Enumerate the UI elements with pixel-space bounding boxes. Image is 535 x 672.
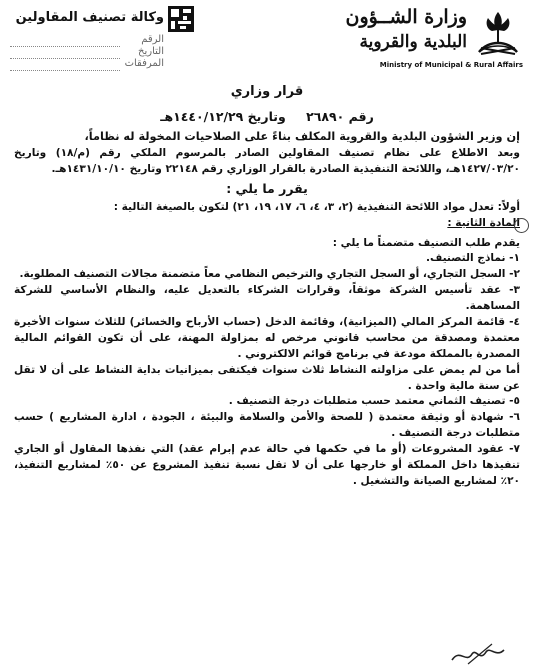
ministry-english-name: Ministry of Municipal & Rural Affairs (379, 61, 523, 69)
list-item: ١- نماذج التصنيف. (425, 252, 520, 265)
decision-number: رقم ٢٦٨٩٠ (306, 108, 374, 124)
list-item: ٥- تصنيف الثماني معتمد حسب متطلبات درجة التصنيف . (228, 395, 520, 408)
ministry-title: وزارة الشــؤون (345, 6, 467, 28)
field-attachments-label: المرفقات (124, 58, 164, 69)
list-item: ٦- شهادة أو وثيقة معتمدة ( للصحة والأمن والسلامة والبيئة ، الجودة ، ادارة المشاريع ) حسب متطلبات درجة التصنيف . (14, 411, 520, 440)
list-item: أما من لم يمض على مزاولته النشاط ثلاث سنوات فيكتفى بميزانيات بداية النشاط على أن لا تقل عن سنة مالية واحدة . (14, 363, 520, 392)
decision-intro: إن وزير الشؤون البلدية والقروية المكلف بناءً على الصلاحيات المخولة له نظاماً، (84, 130, 520, 144)
ministry-block (277, 6, 527, 72)
field-number-label: الرقم (141, 34, 164, 45)
agency-block (8, 6, 198, 72)
list-item: ٤- قائمة المركز المالي (الميزانية)، وقائمة الدخل (حساب الأرباح والخسائر) للثلاث سنوات الأخيرة معتمدة ومصدقة من محاسب قانوني مرخص له بمزاولة المهنة، على أن تكون القوائم المالية المصدرة بالمملكة مودعة في برنامج قوائم الالكتروني . (14, 315, 520, 360)
article-title: المادة الثانية : (447, 216, 520, 229)
decision-reference (14, 108, 520, 127)
decision-body (14, 82, 520, 490)
saudi-emblem-icon (471, 8, 525, 62)
ministry-subtitle: البلدية والقروية (359, 32, 467, 52)
letterhead (8, 6, 527, 72)
list-item: ٧- عقود المشروعات (أو ما في حكمها في حالة عدم إبرام عقد) التي نفذها المقاول أو الجاري تنفيذها داخل المملكة أو خارجها على أن لا تقل نسبة تنفيذ المشروع عن ٥٠٪ لمشاريع التنفيذ، ٢٠٪ لمشاريع الصيانة والتشغيل . (14, 443, 520, 487)
decision-title: قرار وزاري (230, 84, 304, 99)
agency-logo-icon (168, 6, 194, 32)
agency-title: وكالة تصنيف المقاولين (15, 10, 164, 25)
decision-preamble: وبعد الاطلاع على نظام تصنيف المقاولين الصادر بالمرسوم الملكي رقم (م/١٨) وتاريخ ١٤٢٧/٠٣/٢٠هـ، واللائحة التنفيذية الصادرة بالقرار الوزاري رقم ٢٢١٤٨ وتاريخ ١٤٣١/١٠/١٠هـ. (14, 147, 520, 176)
decides-heading: يقرر ما يلي : (226, 180, 308, 196)
field-number-line (10, 46, 120, 47)
field-attachments-line (10, 70, 120, 71)
field-date-line (10, 58, 120, 59)
list-item: ٣- عقد تأسيس الشركة موثقاً، وقرارات الشركاء بالتعديل عليه، والنظام الأساسي للشركة المساهمة. (14, 284, 520, 313)
list-item: ٢- السجل التجاري، أو السجل التجاري والترخيص النظامي معاً متضمنة مجالات التصنيف المطلوبة. (19, 268, 520, 281)
margin-circle-mark (514, 218, 529, 233)
field-date-label: التاريخ (138, 46, 164, 57)
request-intro: يقدم طلب التصنيف متضمناً ما يلي : (332, 236, 520, 249)
signature-mark (448, 640, 508, 668)
first-clause: أولاً: تعدل مواد اللائحة التنفيذية (٢، ٣، ٤، ٦، ١٧، ١٩، ٢١) لتكون بالصيغة التالية : (113, 200, 520, 213)
decision-date: وتاريخ ١٤٤٠/١٢/٢٩هـ (160, 108, 286, 124)
